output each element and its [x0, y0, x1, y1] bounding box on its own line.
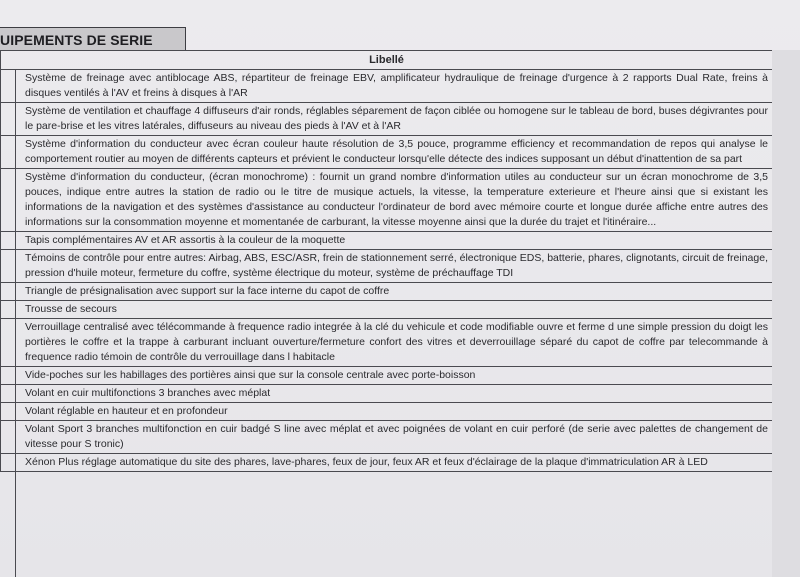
- table-cell: Volant Sport 3 branches multifonction en cuir badgé S line avec méplat et avec poignées de volant en cuir perforé (de serie avec palettes de changement de vitesse pour S tronic): [1, 421, 773, 454]
- table-cell: Témoins de contrôle pour entre autres: Airbag, ABS, ESC/ASR, frein de stationnement serré, électronique EDS, batterie, phares, clignotants, circuit de freinage, pression d'huile moteur, fermeture du coffre, système électrique du moteur, système de préchauffage TDI: [1, 250, 773, 283]
- table-row: [1, 301, 773, 319]
- table-cell: Trousse de secours: [1, 301, 773, 319]
- table-cell: Xénon Plus réglage automatique du site des phares, lave-phares, feux de jour, feux AR et feux d'éclairage de la plaque d'immatriculation AR à LED: [1, 454, 773, 472]
- table-row: [1, 403, 773, 421]
- table-row: [1, 283, 773, 301]
- table-cell: Verrouillage centralisé avec télécommande à frequence radio integrée à la clé du vehicule et code modifiable ouvre et ferme d une simple pression du doigt les portières le coffre et la trappe à carburant incluant ouverture/fermeture confort des vitres et deverrouillage séparé du capot de coffre par telecommande à frequence radio témoin de contrôle du verrouillage dans l habitacle: [1, 319, 773, 367]
- table-cell: Système d'information du conducteur, (écran monochrome) : fournit un grand nombre d'information utiles au conducteur sur un écran monochrome de 3,5 pouces, indique entre autres la station de radio ou le titre de musique actuels, la vitesse, la temperature exterieure et l'heure ainsi que si existant les informations de la navigation et des systèmes d'assistance au conducteur l'ordinateur de bord avec mémoire courte et longue durée affiche entre autres des informations sur la consommation moyenne et momentanée de carburant, la vitesse moyenne ainsi que la durée du trajet et l'itinéraire...: [1, 169, 773, 232]
- table-cell: Système de freinage avec antiblocage ABS, répartiteur de freinage EBV, amplificateur hydraulique de freinage d'urgence à 2 rapports Dual Rate, freins à disques ventilés à l'AV et freins à disques à l'AR: [1, 70, 773, 103]
- table-row: [1, 70, 773, 103]
- table-row: [1, 454, 773, 472]
- equipment-table: [0, 50, 773, 472]
- table-cell: Triangle de présignalisation avec support sur la face interne du capot de coffre: [1, 283, 773, 301]
- table-row: [1, 103, 773, 136]
- table-row: [1, 250, 773, 283]
- table-cell: Volant réglable en hauteur et en profondeur: [1, 403, 773, 421]
- table-cell: Système de ventilation et chauffage 4 diffuseurs d'air ronds, réglables séparement de façon ciblée ou homogene sur le tableau de bord, buses dégivrantes pour le pare-brise et les vitres latérales, diffuseurs au niveau des pieds à l'AV et à l'AR: [1, 103, 773, 136]
- column-header-libelle: Libellé: [1, 51, 773, 70]
- table-cell: Volant en cuir multifonctions 3 branches avec méplat: [1, 385, 773, 403]
- table-row: [1, 319, 773, 367]
- table-row: [1, 232, 773, 250]
- table-header-row: [1, 51, 773, 70]
- table-cell: Vide-poches sur les habillages des portières ainsi que sur la console centrale avec porte-boisson: [1, 367, 773, 385]
- page-right-margin: [772, 50, 800, 577]
- table-left-rule: [15, 69, 16, 577]
- table-row: [1, 421, 773, 454]
- table-row: [1, 169, 773, 232]
- table-row: [1, 367, 773, 385]
- table-cell: Tapis complémentaires AV et AR assortis à la couleur de la moquette: [1, 232, 773, 250]
- table-row: [1, 136, 773, 169]
- table-row: [1, 385, 773, 403]
- section-title: UIPEMENTS DE SERIE: [0, 32, 153, 48]
- table-cell: Système d'information du conducteur avec écran couleur haute résolution de 3,5 pouce, programme efficiency et recommandation de repos qui analyse le comportement routier au moyen de différents capteurs et prévient le conducteur lorsqu'elle détecte des indices supposant un début d'inattention de sa part: [1, 136, 773, 169]
